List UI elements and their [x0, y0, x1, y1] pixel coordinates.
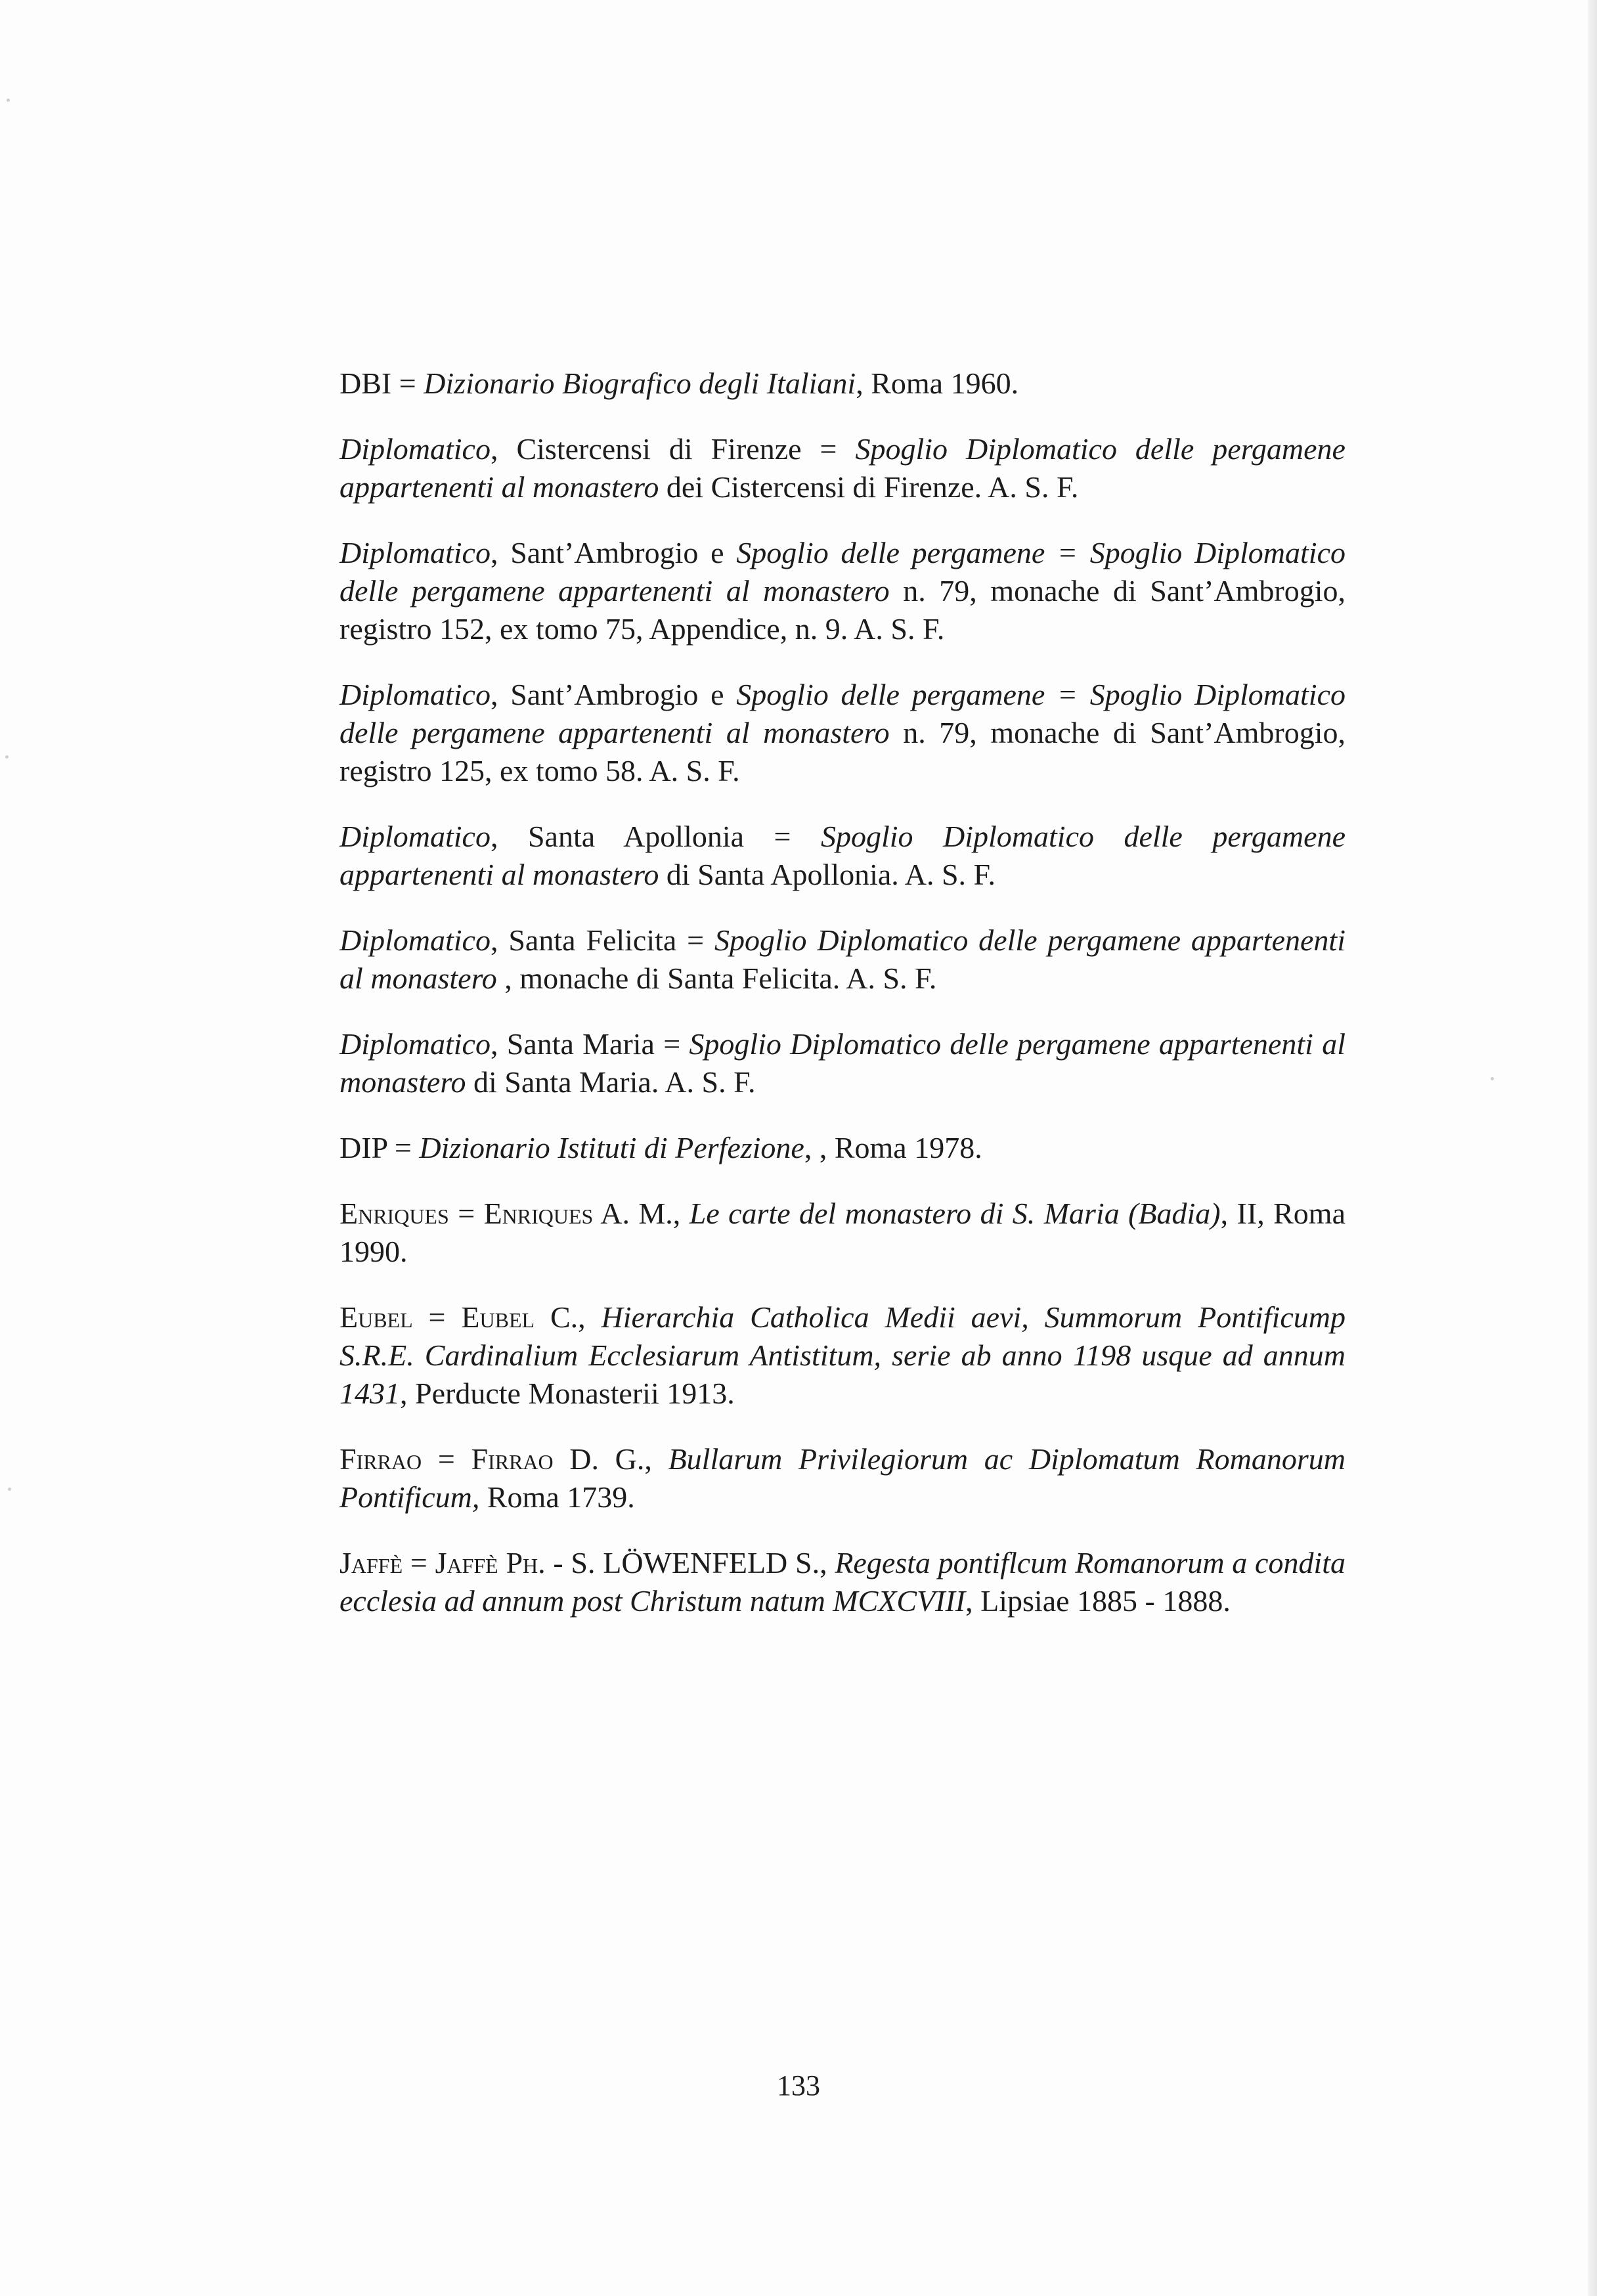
entry-key: Diplomatico	[339, 536, 491, 569]
entry-text: =	[403, 1546, 435, 1579]
entry-dip	[339, 1129, 1345, 1167]
entry-text: - S. LÖWENFELD S.,	[545, 1546, 835, 1579]
entry-title: Spoglio delle pergamene = Spoglio Diplomatico delle pergamene appartenenti al monastero	[339, 678, 1345, 749]
entry-eubel	[339, 1298, 1345, 1413]
entry-key: Diplomatico	[339, 820, 491, 853]
entry-text: A. M.,	[593, 1197, 689, 1230]
entry-jaffe	[339, 1544, 1345, 1620]
entry-title: Dizionario Istituti di Perfezione	[419, 1131, 804, 1164]
entry-key: Eubel	[339, 1300, 413, 1334]
bibliography-list	[339, 364, 1345, 1648]
entry-title: Spoglio delle pergamene = Spoglio Diplomatico delle pergamene appartenenti al monastero	[339, 536, 1345, 607]
entry-title: Regesta pontiflcum Romanorum a condita ecclesia ad annum post Christum natum MCXCVIII	[339, 1546, 1346, 1618]
entry-diplomatico-apollonia	[339, 818, 1345, 894]
entry-text: , Lipsiae 1885 - 1888.	[965, 1584, 1231, 1618]
entry-author: Eubel	[461, 1300, 535, 1334]
entry-text: =	[448, 1197, 484, 1230]
entry-title: Dizionario Biografico degli Italiani	[424, 366, 856, 400]
entry-key: Enriques	[339, 1197, 449, 1230]
entry-text: , Sant’Ambrogio e	[490, 536, 737, 569]
entry-key: Diplomatico	[339, 678, 491, 711]
entry-text: , Perducte Monasterii 1913.	[400, 1377, 735, 1410]
entry-diplomatico-santambrogio-152	[339, 534, 1345, 648]
entry-key: Diplomatico	[339, 1027, 491, 1061]
entry-text: =	[422, 1442, 471, 1476]
entry-text: n. 79, monache di Sant’Ambrogio, registro 125, ex tomo 58. A. S. F.	[339, 716, 1345, 787]
scan-speck	[5, 755, 9, 759]
entry-text: , monache di Santa Felicita. A. S. F.	[496, 961, 937, 995]
entry-author: Enriques	[483, 1197, 594, 1230]
entry-text: di Santa Maria. A. S. F.	[466, 1065, 756, 1099]
entry-text: , Santa Maria =	[490, 1027, 689, 1061]
scan-speck	[7, 99, 10, 102]
entry-text: dei Cistercensi di Firenze. A. S. F.	[659, 470, 1079, 504]
entry-diplomatico-santambrogio-125	[339, 676, 1345, 790]
entry-enriques	[339, 1195, 1345, 1271]
entry-title: Hierarchia Catholica Medii aevi, Summorum Pontificump S.R.E. Cardinalium Ecclesiarum Antistitum, serie ab anno 1198 usque ad annum 1431	[339, 1300, 1345, 1410]
page-edge	[1588, 0, 1597, 2296]
scan-speck	[8, 1488, 11, 1491]
entry-key: Diplomatico	[339, 432, 491, 466]
entry-text: DIP =	[339, 1131, 420, 1164]
entry-key: Diplomatico	[339, 923, 491, 957]
entry-title: Le carte del monastero di S. Maria (Badia)	[689, 1197, 1221, 1230]
entry-text: , II, Roma 1990.	[339, 1197, 1345, 1268]
entry-key: Jaffè	[339, 1546, 403, 1579]
scan-speck	[1491, 1077, 1494, 1080]
entry-title: Spoglio Diplomatico delle pergamene appartenenti al monastero	[339, 820, 1345, 891]
entry-text: n. 79, monache di Sant’Ambrogio, registro 152, ex tomo 75, Appendice, n. 9. A. S. F.	[339, 574, 1345, 646]
entry-text: di Santa Apollonia. A. S. F.	[659, 858, 995, 891]
entry-key: Firrao	[339, 1442, 422, 1476]
entry-text: , Sant’Ambrogio e	[490, 678, 737, 711]
entry-text: DBI =	[339, 366, 424, 400]
entry-firrao	[339, 1440, 1345, 1516]
entry-text: , Cistercensi di Firenze =	[490, 432, 856, 466]
entry-text: , , Roma 1978.	[804, 1131, 982, 1164]
entry-text: =	[412, 1300, 462, 1334]
entry-dbi	[339, 364, 1345, 403]
entry-text: D. G.,	[553, 1442, 668, 1476]
entry-title: Spoglio Diplomatico delle pergamene appartenenti al monastero	[339, 1027, 1345, 1099]
entry-title: Spoglio Diplomatico delle pergamene appartenenti al monastero	[339, 923, 1345, 995]
entry-text: Roma 1739.	[479, 1480, 635, 1514]
page-number: 133	[777, 2069, 820, 2102]
entry-text: C.,	[535, 1300, 602, 1334]
entry-title: Spoglio Diplomatico delle pergamene appartenenti al monastero	[339, 432, 1345, 504]
entry-diplomatico-felicita	[339, 921, 1345, 998]
entry-text: , Roma 1960.	[856, 366, 1019, 400]
entry-author: Jaffè Ph.	[435, 1546, 546, 1579]
entry-diplomatico-maria	[339, 1025, 1345, 1101]
entry-text: , Santa Felicita =	[490, 923, 714, 957]
entry-author: Firrao	[471, 1442, 554, 1476]
entry-diplomatico-cistercensi	[339, 430, 1345, 506]
entry-title: Bullarum Privilegiorum ac Diplomatum Romanorum Pontificum,	[339, 1442, 1345, 1514]
entry-text: , Santa Apollonia =	[490, 820, 821, 853]
